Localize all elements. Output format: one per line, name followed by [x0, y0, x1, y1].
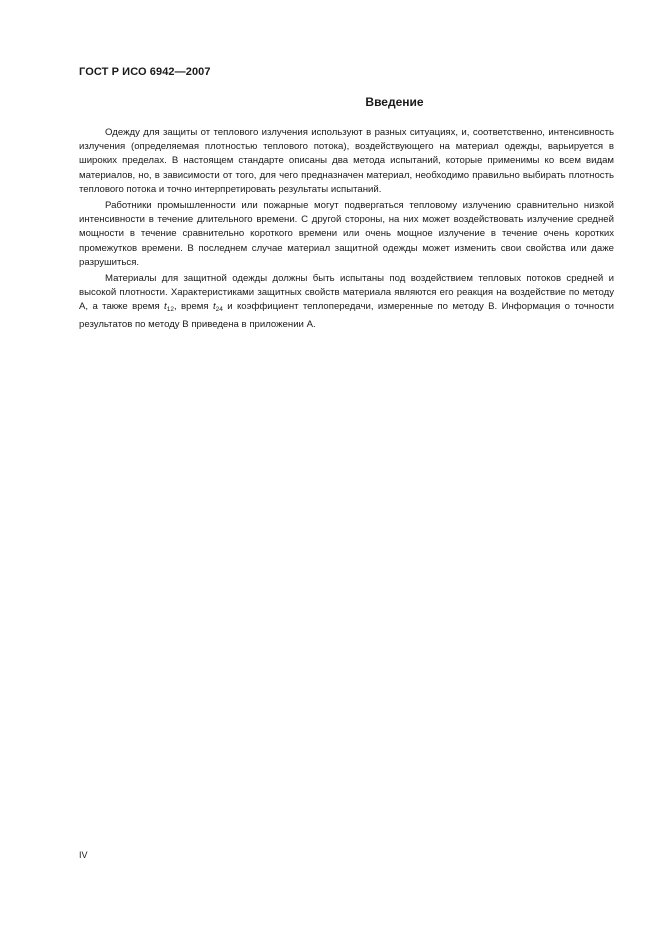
paragraph-3-part-2: , время: [173, 301, 213, 313]
paragraph-3: [79, 272, 614, 332]
time-symbol-t24: t: [212, 301, 216, 313]
section-title: [79, 95, 614, 109]
paragraph-2: Работники промышленности или пожарные могут подвергаться тепловому излучению сравнительно низкой интенсивности в течение длительного времени. С другой стороны, на них может воздействовать излучение средней мощности в течение сравнительно короткого времени или очень мощное излучение в течение очень коротких промежутков времени. В последнем случае материал защитной одежды может изменить свои свойства или даже разрушиться.: [79, 200, 614, 268]
time-symbol-t12: t: [164, 301, 167, 313]
paragraph-3-part-3: и коэффициент теплопередачи, измеренные по методу В. Информация о точности результатов по методу В приведена в приложении А.: [79, 301, 614, 330]
paragraph-3-part-1: Материалы для защитной одежды должны быть испытаны под воздействием тепловых потоков средней и высокой плотности. Характеристиками защитных свойств материала являются его реакция на воздействие по методу А, а также время: [79, 273, 614, 313]
standard-header: ГОСТ Р ИСО 6942—2007: [79, 66, 211, 78]
paragraph-1: Одежду для защиты от теплового излучения используют в разных ситуациях, и, соответственно, интенсивность излучения (определяемая плотностью теплового потока), воздействующего на материал одежды, варьируется в широких пределах. В настоящем стандарте описаны два метода испытаний, которые применимы ко всем видам материалов, но, в зависимости от того, для чего предназначен материал, необходимо правильно выбирать плотность теплового потока и точно интерпретировать результаты испытаний.: [79, 127, 614, 195]
section-title-text: Введение: [365, 95, 424, 109]
introduction-body: [79, 126, 614, 334]
time-subscript-24: 24: [215, 306, 223, 314]
time-subscript-12: 12: [166, 306, 174, 314]
page-number: IV: [79, 850, 88, 860]
